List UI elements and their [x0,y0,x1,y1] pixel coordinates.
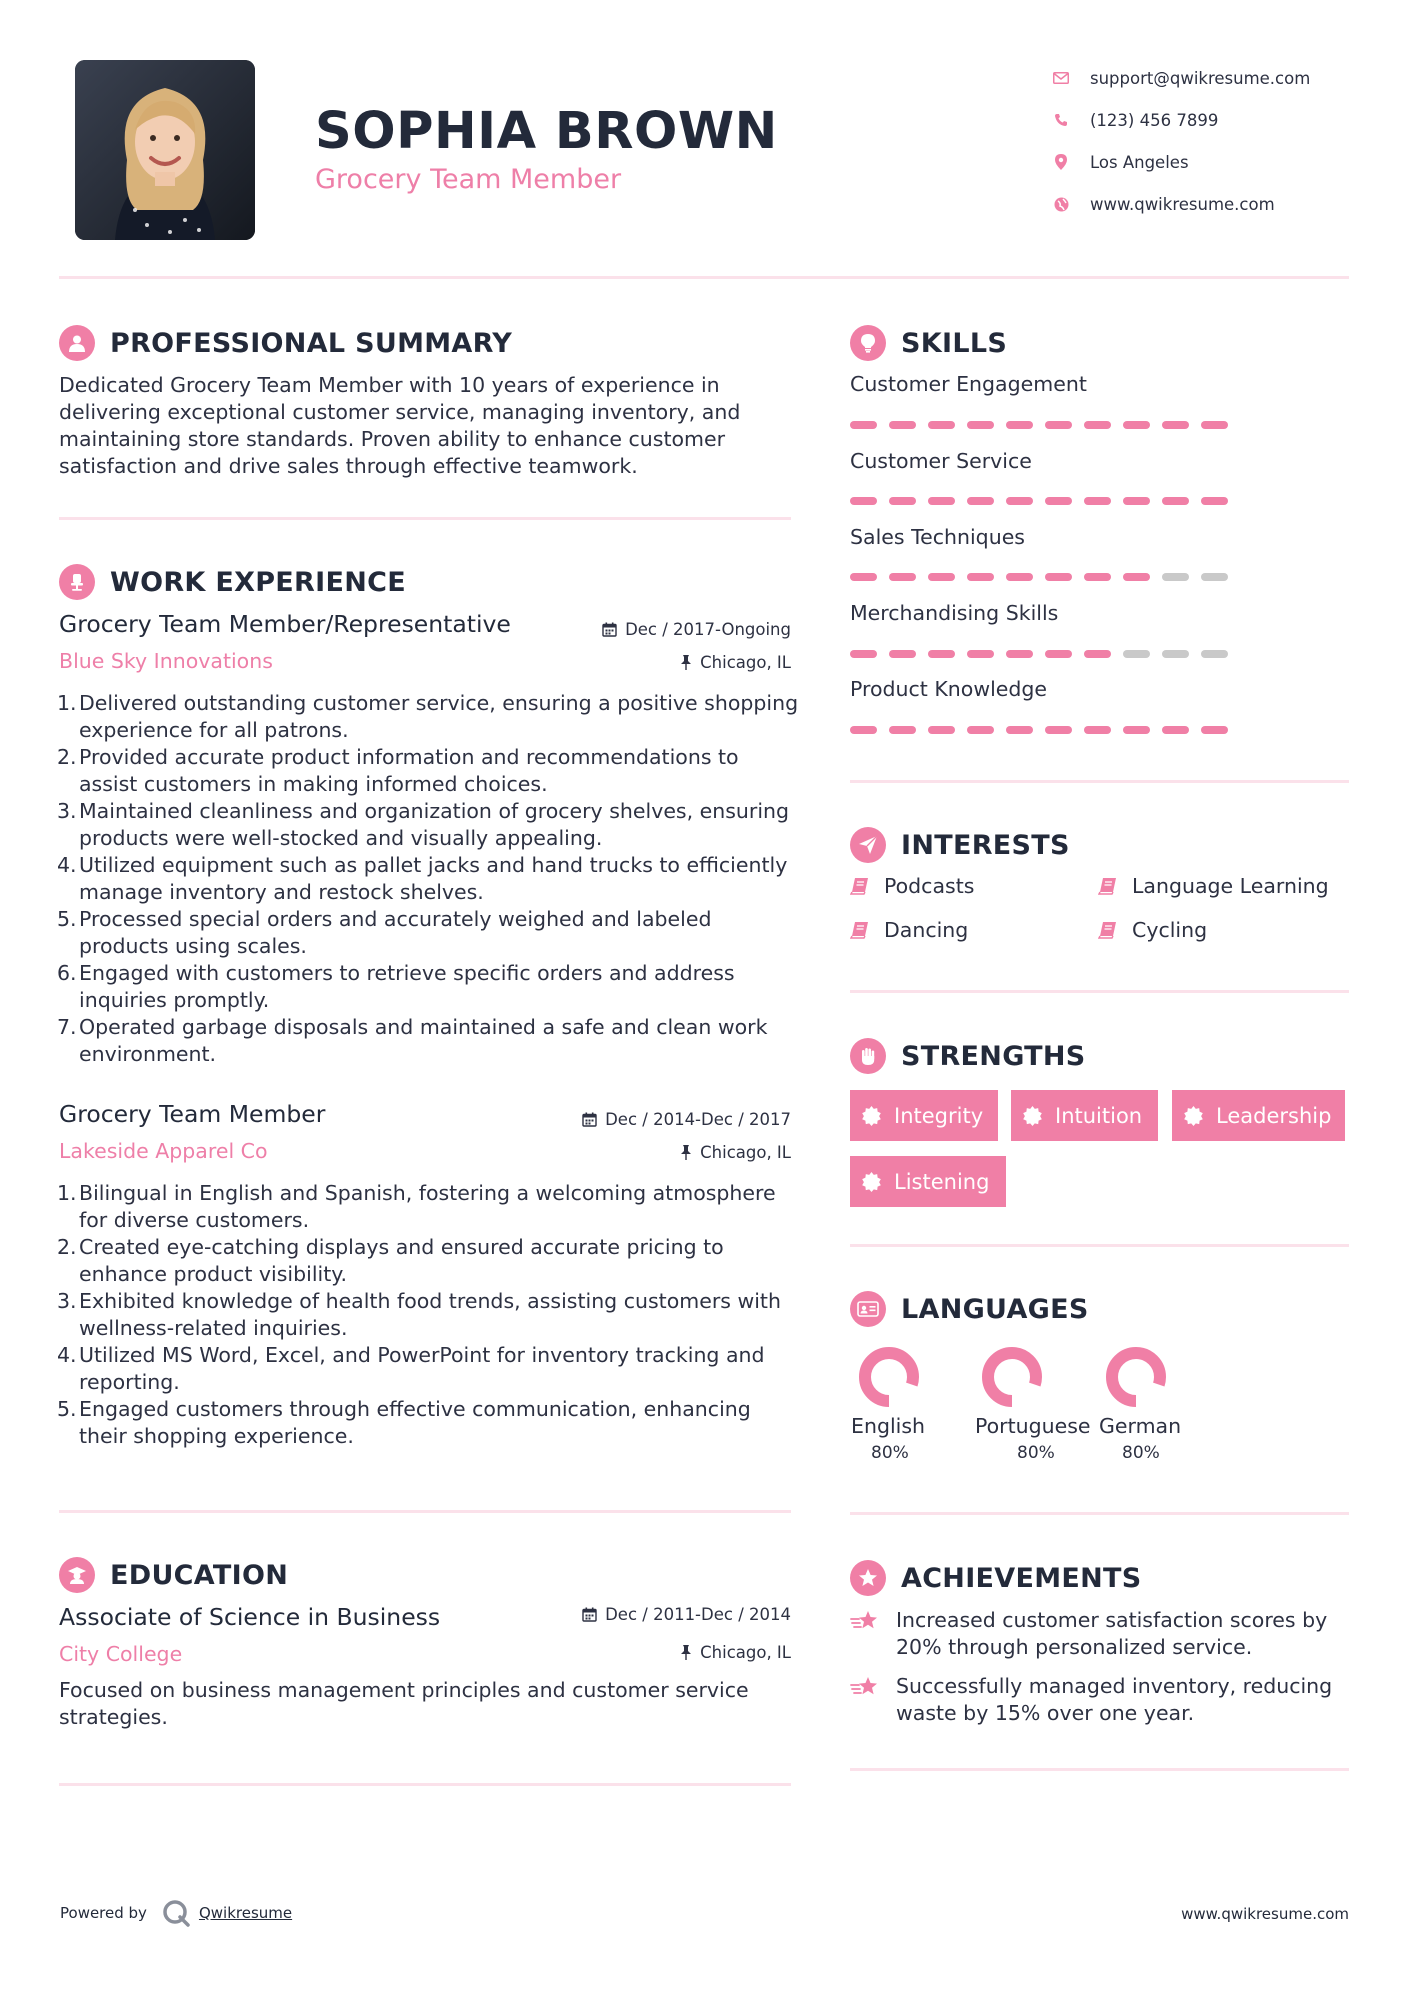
strength-chip: Integrity [850,1090,998,1141]
lightbulb-icon [850,325,886,361]
interest-item: Cycling [1098,918,1207,942]
book-icon [1098,877,1118,895]
qwikresume-link[interactable]: Qwikresume [198,1904,293,1922]
skill-dash-filled [1162,497,1189,505]
skill-rating [850,650,1240,658]
interest-item: Dancing [850,918,968,942]
skill-name: Sales Techniques [850,525,1025,549]
shooting-star-icon [850,1609,882,1633]
skills-divider [850,780,1349,783]
skill-dash-filled [1006,726,1033,734]
powered-by-label: Powered by [60,1904,147,1922]
list-item: 1. Delivered outstanding customer service, ensuring a positive shopping experience for all patrons. [57,691,799,742]
education-location-text: Chicago, IL [700,1643,791,1662]
interests-divider [850,990,1349,993]
skill-rating [850,573,1240,581]
job-2-location [680,1143,791,1162]
profile-photo [75,60,255,240]
list-item: 1. Bilingual in English and Spanish, fostering a welcoming atmosphere for diverse customers. [57,1181,776,1232]
strength-chip: Intuition [1011,1090,1158,1141]
strengths-title: STRENGTHS [901,1040,1086,1072]
skill-name: Product Knowledge [850,677,1048,701]
skill-dash-filled [889,421,916,429]
skill-rating [850,497,1240,505]
education-dates [582,1605,791,1624]
language-percent: 80% [1122,1443,1160,1463]
badge-icon [1184,1106,1204,1126]
globe-icon [1052,195,1070,213]
skill-dash-filled [850,650,877,658]
achievements-title: ACHIEVEMENTS [901,1562,1142,1594]
calendar-icon [582,1607,597,1622]
skill-dash-filled [889,726,916,734]
job-1-title: Grocery Team Member/Representative [59,610,511,638]
badge-icon [862,1106,882,1126]
book-icon [1098,921,1118,939]
skill-dash-filled [1045,650,1072,658]
skill-dash-filled [928,726,955,734]
skill-name: Customer Engagement [850,372,1087,396]
education-text: Focused on business management principles and customer service strategies. [59,1678,749,1729]
skill-dash-filled [1045,421,1072,429]
skill-dash-filled [1045,573,1072,581]
interest-item: Podcasts [850,874,974,898]
language-percent: 80% [1017,1443,1055,1463]
list-item: 5. Engaged customers through effective communication, enhancing their shopping experience. [57,1397,751,1448]
skill-dash-filled [1123,726,1150,734]
interests-title: INTERESTS [901,829,1070,861]
experience-header [59,564,406,600]
list-item: 2. Provided accurate product information and recommendations to assist customers in making informed choices. [57,745,739,796]
job-1-dates-text: Dec / 2017-Ongoing [625,620,791,639]
job-2-bullets [59,1180,799,1450]
skill-name: Customer Service [850,449,1032,473]
strength-chip: Listening [850,1156,1006,1207]
skill-dash-filled [1006,421,1033,429]
mail-icon [1052,69,1070,87]
language-progress-ring [980,1345,1044,1409]
skill-dash-filled [928,421,955,429]
candidate-name: SOPHIA BROWN [315,102,778,161]
skill-rating [850,726,1240,734]
education-school: City College [59,1642,183,1666]
language-name: English [851,1414,926,1438]
contact-email-text: support@qwikresume.com [1090,68,1311,88]
experience-title: WORK EXPERIENCE [110,566,406,598]
badge-icon [1023,1106,1043,1126]
skill-dash-empty [1201,573,1228,581]
languages-divider [850,1512,1349,1515]
skill-dash-filled [1084,497,1111,505]
star-icon [850,1560,886,1596]
skill-dash-filled [1006,497,1033,505]
skill-dash-filled [1006,650,1033,658]
job-2-company: Lakeside Apparel Co [59,1139,268,1163]
job-1-dates [602,620,791,639]
language-progress-ring [857,1345,921,1409]
pushpin-icon [680,1645,692,1660]
job-1-location-text: Chicago, IL [700,653,791,672]
calendar-icon [582,1112,597,1127]
education-title: EDUCATION [110,1559,289,1591]
skill-dash-filled [1201,497,1228,505]
job-2-location-text: Chicago, IL [700,1143,791,1162]
interests-header [850,827,1070,863]
skill-dash-empty [1162,650,1189,658]
badge-icon [862,1172,882,1192]
contact-location-text: Los Angeles [1090,152,1189,172]
education-dates-text: Dec / 2011-Dec / 2014 [605,1605,791,1624]
contact-email[interactable] [1052,57,1382,99]
hand-icon [850,1038,886,1074]
contact-website[interactable] [1052,183,1382,225]
summary-title: PROFESSIONAL SUMMARY [110,327,513,359]
experience-divider [59,1510,791,1513]
skill-dash-filled [1084,573,1111,581]
skill-dash-empty [1201,650,1228,658]
office-chair-icon [59,564,95,600]
list-item: 7. Operated garbage disposals and maintained a safe and clean work environment. [57,1015,768,1066]
skill-dash-filled [1201,726,1228,734]
strengths-header [850,1038,1086,1074]
contact-phone[interactable] [1052,99,1382,141]
phone-icon [1052,111,1070,129]
shooting-star-icon [850,1675,882,1699]
skill-dash-filled [889,497,916,505]
skill-dash-filled [850,497,877,505]
skill-dash-filled [1006,573,1033,581]
book-icon [850,921,870,939]
book-icon [850,877,870,895]
job-1-location [680,653,791,672]
skill-dash-filled [1123,497,1150,505]
education-divider [59,1783,791,1786]
skill-dash-filled [967,421,994,429]
calendar-icon [602,622,617,637]
candidate-role: Grocery Team Member [315,164,622,195]
job-2-title: Grocery Team Member [59,1100,326,1128]
skill-dash-filled [1084,726,1111,734]
strength-chip: Leadership [1172,1090,1345,1141]
job-1-company: Blue Sky Innovations [59,649,273,673]
list-item: 2. Created eye-catching displays and ensured accurate pricing to enhance product visibility. [57,1235,724,1286]
footer-website[interactable]: www.qwikresume.com [1181,1905,1349,1923]
achievements-header [850,1560,1142,1596]
list-item: 6. Engaged with customers to retrieve specific orders and address inquiries promptly. [57,961,735,1012]
skill-name: Merchandising Skills [850,601,1059,625]
summary-header [59,325,512,361]
job-2-dates [582,1110,791,1129]
skill-dash-filled [850,421,877,429]
language-name: German [1099,1414,1182,1438]
skill-dash-filled [850,573,877,581]
skill-dash-filled [928,650,955,658]
header-divider [59,276,1349,279]
job-2-dates-text: Dec / 2014-Dec / 2017 [605,1110,791,1129]
summary-divider [59,517,791,520]
contact-block [1052,57,1382,225]
skill-rating [850,421,1240,429]
language-percent: 80% [871,1443,909,1463]
skill-dash-filled [1045,726,1072,734]
education-degree: Associate of Science in Business [59,1603,441,1631]
summary-text: Dedicated Grocery Team Member with 10 years of experience in delivering exceptional customer service, managing inventory, and maintaining store standards. Proven ability to enhance customer satisfaction and drive sales through effective teamwork. [59,373,741,478]
skill-dash-filled [967,650,994,658]
list-item: 4. Utilized MS Word, Excel, and PowerPoint for inventory tracking and reporting. [57,1343,765,1394]
languages-header [850,1291,1089,1327]
id-card-icon [850,1291,886,1327]
achievement-item: Successfully managed inventory, reducing waste by 15% over one year. [850,1673,1350,1727]
qwikresume-logo-icon [161,1898,191,1928]
skill-dash-filled [850,726,877,734]
education-location [680,1643,791,1662]
list-item: 3. Exhibited knowledge of health food trends, assisting customers with wellness-related inquiries. [57,1289,781,1340]
skill-dash-filled [967,573,994,581]
skill-dash-filled [1123,573,1150,581]
pushpin-icon [680,655,692,670]
contact-phone-text: (123) 456 7899 [1090,110,1219,130]
list-item: 5. Processed special orders and accurately weighed and labeled products using scales. [57,907,712,958]
job-1-bullets [59,690,799,1068]
list-item: 4. Utilized equipment such as pallet jacks and hand trucks to efficiently manage inventory and restock shelves. [57,853,788,904]
interest-item: Language Learning [1098,874,1329,898]
skill-dash-filled [967,726,994,734]
achievements-divider [850,1768,1349,1771]
strengths-divider [850,1244,1349,1247]
skill-dash-filled [1162,726,1189,734]
education-header [59,1557,288,1593]
paper-plane-icon [850,827,886,863]
skill-dash-filled [889,573,916,581]
graduate-icon [59,1557,95,1593]
achievement-item: Increased customer satisfaction scores by 20% through personalized service. [850,1607,1350,1661]
skill-dash-filled [928,497,955,505]
language-name: Portuguese [975,1414,1091,1438]
skills-title: SKILLS [901,327,1008,359]
pushpin-icon [680,1145,692,1160]
skill-dash-filled [1045,497,1072,505]
user-icon [59,325,95,361]
skill-dash-filled [1084,421,1111,429]
language-progress-ring [1104,1345,1168,1409]
contact-location [1052,141,1382,183]
languages-title: LANGUAGES [901,1293,1089,1325]
skill-dash-filled [928,573,955,581]
skill-dash-filled [1123,421,1150,429]
skill-dash-filled [967,497,994,505]
skill-dash-filled [889,650,916,658]
contact-website-text: www.qwikresume.com [1090,194,1275,214]
skills-header [850,325,1007,361]
skill-dash-filled [1162,421,1189,429]
skill-dash-filled [1084,650,1111,658]
skill-dash-empty [1162,573,1189,581]
skill-dash-empty [1123,650,1150,658]
list-item: 3. Maintained cleanliness and organization of grocery shelves, ensuring products were well-stocked and visually appealing. [57,799,790,850]
location-pin-icon [1052,153,1070,171]
skill-dash-filled [1201,421,1228,429]
footer-powered-by [60,1898,292,1928]
